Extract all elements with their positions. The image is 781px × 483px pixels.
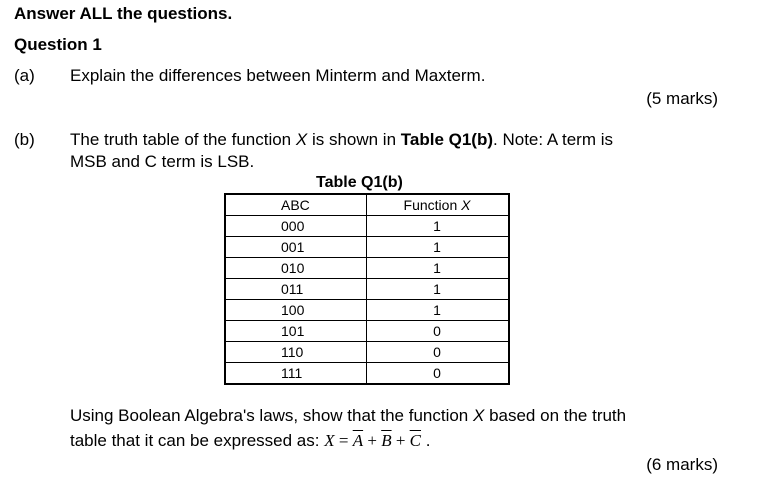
- table-row: [225, 279, 509, 300]
- table-caption: Table Q1(b): [316, 174, 403, 191]
- cell-abc: 001: [225, 237, 366, 258]
- cell-function: 0: [366, 363, 509, 385]
- question-title: Question 1: [14, 35, 102, 54]
- cell-abc: 011: [225, 279, 366, 300]
- part-b-line2: MSB and C term is LSB.: [70, 152, 255, 171]
- table-row: [225, 342, 509, 363]
- cell-function: 1: [366, 279, 509, 300]
- part-b-marks: (6 marks): [646, 455, 718, 474]
- cell-abc: 000: [225, 216, 366, 237]
- cell-abc: 100: [225, 300, 366, 321]
- cell-function: 1: [366, 300, 509, 321]
- table-header-row: [225, 194, 509, 216]
- part-a-text: Explain the differences between Minterm and Maxterm.: [70, 66, 486, 85]
- term-c-bar: $\overline{C}$: [409, 431, 422, 450]
- cell-function: 1: [366, 258, 509, 279]
- term-a-bar: $\overline{A}$: [352, 431, 364, 450]
- truth-table: [224, 193, 510, 385]
- cell-function: 0: [366, 342, 509, 363]
- table-row: [225, 216, 509, 237]
- table-reference: Table Q1(b): [400, 130, 494, 149]
- table-row: [225, 300, 509, 321]
- cell-function: 1: [366, 237, 509, 258]
- table-row: [225, 258, 509, 279]
- column-header-abc: ABC: [225, 194, 366, 216]
- followup-line2: table that it can be expressed as: $X = \overline{A} + \overline{B} + \overline{C}$ .: [70, 431, 431, 450]
- instruction-heading: Answer ALL the questions.: [14, 4, 233, 23]
- variable-x: X: [473, 406, 485, 425]
- followup-line1: Using Boolean Algebra's laws, show that the function X based on the truth: [70, 406, 627, 425]
- table-row: [225, 237, 509, 258]
- boolean-expression: $X = \overline{A} + \overline{B} + \overline{C}$: [324, 431, 422, 450]
- part-a-marks: (5 marks): [646, 89, 718, 108]
- cell-function: 1: [366, 216, 509, 237]
- cell-function: 0: [366, 321, 509, 342]
- cell-abc: 110: [225, 342, 366, 363]
- variable-x: X: [295, 130, 308, 149]
- part-a-label: (a): [14, 66, 35, 85]
- cell-abc: 010: [225, 258, 366, 279]
- cell-abc: 101: [225, 321, 366, 342]
- table-row: [225, 363, 509, 385]
- table-row: [225, 321, 509, 342]
- term-b-bar: $\overline{B}$: [381, 431, 392, 450]
- column-header-function: Function X: [366, 194, 509, 216]
- cell-abc: 111: [225, 363, 366, 385]
- part-b-line1-text: The truth table of the function X is shown in Table Q1(b). Note: A term is: [70, 130, 614, 149]
- part-b-line1: [70, 130, 718, 150]
- part-b-label: (b): [14, 130, 35, 149]
